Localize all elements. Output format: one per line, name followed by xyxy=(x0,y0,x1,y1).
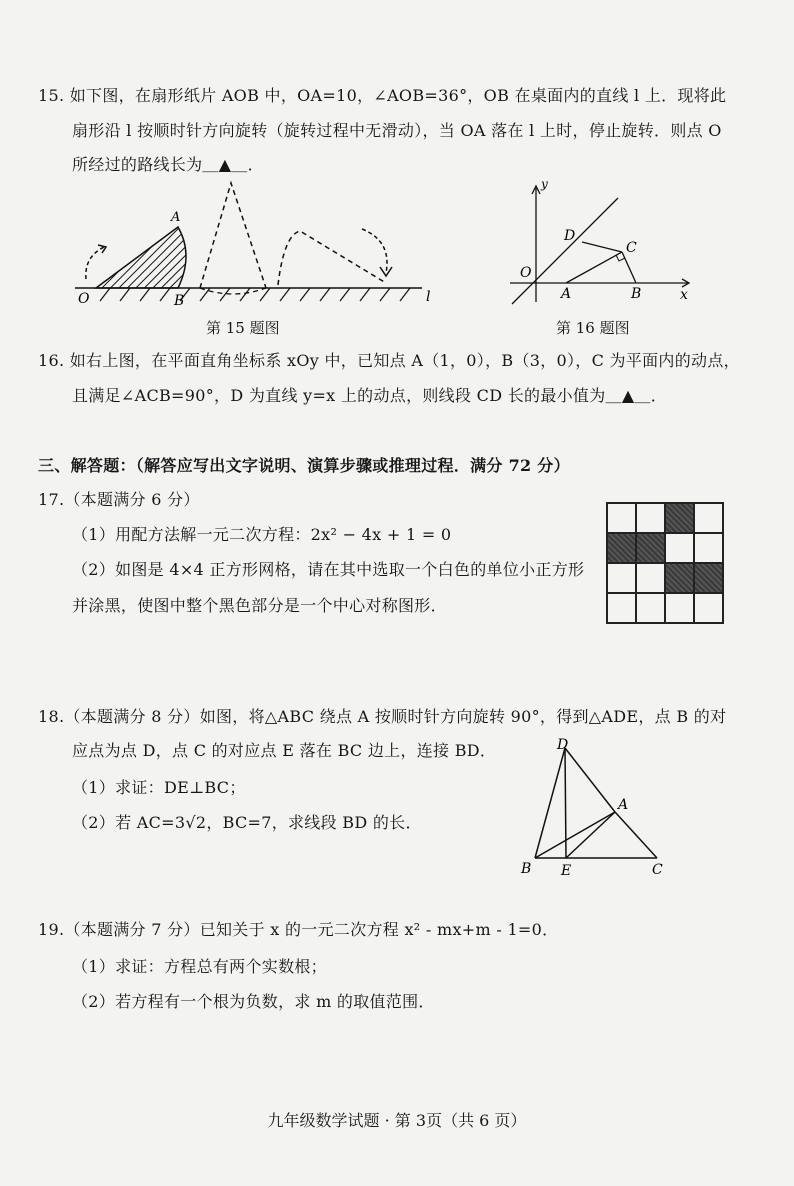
q15-caption: 第 15 题图 xyxy=(206,319,280,337)
grid-cell-white xyxy=(636,503,665,533)
q16-label-y: y xyxy=(541,180,548,191)
section-3-title: 三、解答题：（解答应写出文字说明、演算步骤或推理过程．满分 72 分） xyxy=(38,456,570,475)
grid-cell-black xyxy=(665,503,694,533)
q16-label-C: C xyxy=(626,240,637,256)
grid-cell-white xyxy=(636,593,665,623)
q17-part1: （1）用配方法解一元二次方程：2x² − 4x + 1 = 0 xyxy=(72,525,452,544)
q16-line1: 16. 如右上图，在平面直角坐标系 xOy 中，已知点 A（1，0），B（3，0），C 为平面内的动点， xyxy=(38,351,740,370)
grid-cell-white xyxy=(694,593,723,623)
grid-cell-white xyxy=(607,503,636,533)
q18-line1: 18.（本题满分 8 分）如图，将△ABC 绕点 A 按顺时针方向旋转 90°，得到△ADE，点 B 的对 xyxy=(38,707,727,726)
q19-part2: （2）若方程有一个根为负数，求 m 的取值范围． xyxy=(72,992,435,1011)
q15-label-A: A xyxy=(171,210,181,225)
q15-label-O: O xyxy=(78,291,90,307)
grid-cell-black xyxy=(636,533,665,563)
q16-label-x: x xyxy=(680,287,688,303)
q18-label-C: C xyxy=(652,862,663,878)
q17-part2a: （2）如图是 4×4 正方形网格，请在其中选取一个白色的单位小正方形 xyxy=(72,560,585,579)
q15-line2: 扇形沿 l 按顺时针方向旋转（旋转过程中无滑动），当 OA 落在 l 上时，停止旋转．则点 O xyxy=(72,121,722,140)
grid-cell-black xyxy=(694,563,723,593)
q17-title: 17.（本题满分 6 分） xyxy=(38,490,200,509)
grid-cell-white xyxy=(636,563,665,593)
grid-cell-black xyxy=(607,533,636,563)
q18-figure xyxy=(515,735,675,880)
q18-label-A: A xyxy=(618,797,629,813)
q17-grid xyxy=(606,502,724,624)
q19-line1: 19.（本题满分 7 分）已知关于 x 的一元二次方程 x² - mx+m - 1=0． xyxy=(38,920,559,939)
grid-cell-white xyxy=(665,533,694,563)
grid-cell-white xyxy=(694,503,723,533)
q18-part1: （1）求证：DE⊥BC； xyxy=(72,778,246,797)
q18-label-B: B xyxy=(521,861,532,877)
q15-label-B: B xyxy=(174,293,185,309)
q15-label-l: l xyxy=(426,289,431,305)
q16-line2: 且满足∠ACB=90°，D 为直线 y=x 上的动点，则线段 CD 长的最小值为＿▲＿． xyxy=(72,386,668,405)
q16-label-D: D xyxy=(564,228,576,244)
q16-label-A: A xyxy=(561,286,572,302)
q16-figure xyxy=(500,180,700,315)
grid-cell-white xyxy=(665,593,694,623)
q16-label-B: B xyxy=(631,286,642,302)
q17-part2b: 并涂黑，使图中整个黑色部分是一个中心对称图形． xyxy=(72,596,447,615)
q15-line3: 所经过的路线长为＿▲＿． xyxy=(72,155,264,174)
q15-line1: 15. 如下图，在扇形纸片 AOB 中，OA=10，∠AOB=36°，OB 在桌面内的直线 l 上．现将此 xyxy=(38,86,727,105)
page-footer: 九年级数学试题 · 第 3页（共 6 页） xyxy=(267,1111,527,1130)
q18-part2: （2）若 AC=3√2，BC=7，求线段 BD 的长． xyxy=(72,813,422,832)
grid-cell-white xyxy=(694,533,723,563)
grid-cell-black xyxy=(665,563,694,593)
q16-caption: 第 16 题图 xyxy=(556,319,630,337)
grid-cell-white xyxy=(607,563,636,593)
q16-label-O: O xyxy=(520,265,532,281)
q18-line2: 应点为点 D，点 C 的对应点 E 落在 BC 边上，连接 BD． xyxy=(72,741,497,760)
grid-cell-white xyxy=(607,593,636,623)
q19-part1: （1）求证：方程总有两个实数根； xyxy=(72,957,327,976)
q18-label-E: E xyxy=(561,863,572,879)
q18-label-D: D xyxy=(557,737,569,753)
q15-figure xyxy=(70,175,440,315)
